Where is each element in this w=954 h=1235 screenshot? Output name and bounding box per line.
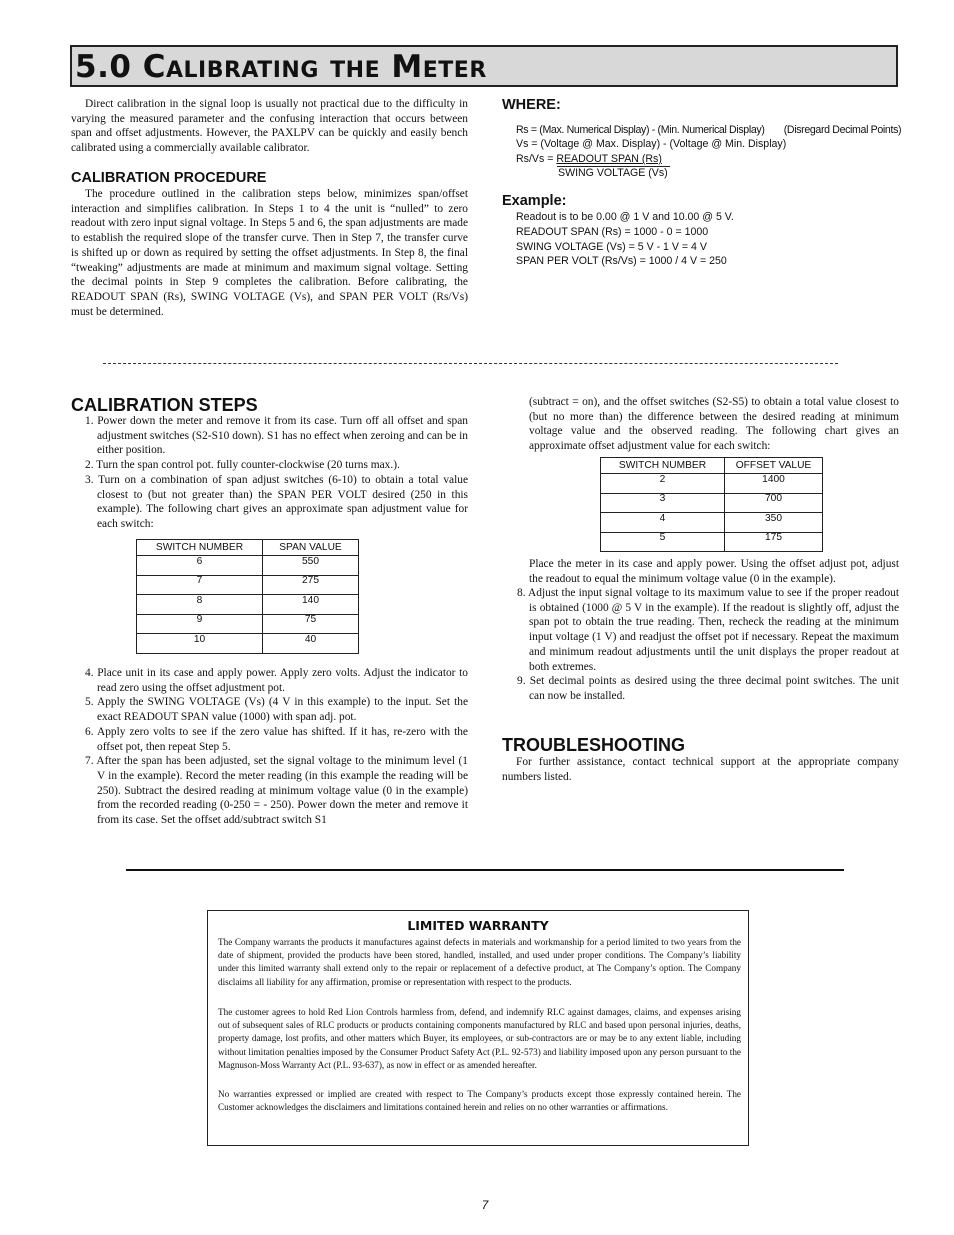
table-header: SWITCH NUMBER [601, 458, 725, 474]
table-cell: 3 [659, 493, 666, 505]
table-cell: 9 [196, 614, 203, 626]
table-header: OFFSET VALUE [725, 458, 823, 474]
step-item: 5. Apply the SWING VOLTAGE (Vs) (4 V in this example) to the input. Set the exact READOUT SPAN value (1000) with span adj. pot. [85, 696, 468, 724]
offset-value-table [600, 457, 823, 552]
troubleshooting-text: For further assistance, contact technical support at the appropriate company numbers listed. [502, 756, 899, 783]
where-heading: WHERE: [502, 97, 561, 113]
step-item: 9. Set decimal points as desired using the three decimal point switches. The unit can now be installed. [517, 675, 899, 702]
step-item: 4. Place unit in its case and apply power. Apply zero volts. Adjust the indicator to read zero using the offset adjustment pot. [85, 667, 468, 694]
table-header: SPAN VALUE [263, 540, 359, 556]
troubleshooting-heading: TROUBLESHOOTING [502, 735, 685, 755]
calibration-procedure-text: The procedure outlined in the calibration steps below, minimizes span/offset interaction and simplifies calibration. In Steps 1 to 4 the unit is “nulled” to zero readout with zero input signal voltage. In Steps 5 and 6, the span adjustments are made to establish the required slope of the transfer curve. Then in Step 7, the transfer curve is shifted up or down as required by setting the offset adjustments. In Step 8, the final “tweaking” adjustments are made at minimum and maximum signal voltage. Setting the decimal points in Step 9 completes the calibration. Before calibrating, the READOUT SPAN (Rs), SWING VOLTAGE (Vs), and SPAN PER VOLT (Rs/Vs) must be determined. [71, 188, 468, 318]
step-item: 2. Turn the span control pot. fully counter-clockwise (20 turns max.). [85, 459, 400, 472]
where-line-rs-formula: Rs = (Max. Numerical Display) - (Min. Numerical Display) [516, 124, 765, 136]
warranty-paragraph: The Company warrants the products it manufactures against defects in materials and workmanship for a period limited to two years from the date of shipment, provided the products have been stored, handled, installed, and used under proper conditions. The Company’s liability under this limited warranty shall extend only to the repair or replacement of a defective product, at The Company’s option. The Company disclaims all liability for any affirmation, promise or representation with respect to the products. [218, 937, 741, 987]
table-cell: 275 [302, 575, 319, 587]
table-row [601, 474, 823, 494]
page-title: 5.0 Calibrating the Meter [75, 49, 487, 85]
steps-list-8-9 [503, 586, 899, 704]
table-cell: 550 [302, 555, 319, 567]
limited-warranty-box [207, 910, 749, 1146]
step7-after: Place the meter in its case and apply power. Using the offset adjust pot, adjust the readout to equal the minimum voltage value (0 in the example). [529, 558, 899, 585]
step-item: 3. Turn on a combination of span adjust switches (6-10) to obtain a total value closest to (but not greater than) the SPAN PER VOLT desired (250 in this example). The following chart gives an approximate span adjustment value for each switch: [85, 473, 468, 530]
ratio-denominator: SWING VOLTAGE (Vs) [558, 167, 668, 179]
table-cell: 75 [304, 614, 317, 626]
step-item: 7. After the span has been adjusted, set the signal voltage to the minimum level (1 V in the example). Record the meter reading (in this example the reading will be 250). Subtract the desired reading at minimum voltage value (0 in the example) from the recorded reading (0-250 = - 250). Power down the meter and remove it from its case. Set the offset add/subtract switch S1 [85, 755, 468, 827]
warranty-title: LIMITED WARRANTY [407, 918, 549, 933]
where-line-rs-note: (Disregard Decimal Points) [783, 124, 902, 136]
step7-continued: (subtract = on), and the offset switches (S2-S5) to obtain a total value closest to (but no more than) the difference between the desired reading at minimum voltage value and the observed reading. The following chart gives an approximate offset adjustment value for each switch: [529, 396, 899, 453]
ratio-numerator: READOUT SPAN (Rs) [556, 153, 662, 165]
where-line-rs [516, 123, 901, 138]
dashed-divider [103, 363, 838, 364]
table-cell: 140 [302, 594, 319, 606]
table-cell: 700 [765, 493, 782, 505]
table-cell: 175 [765, 532, 782, 544]
table-cell: 1400 [762, 473, 785, 485]
table-cell: 350 [765, 512, 782, 524]
table-cell: 10 [193, 633, 206, 645]
table-cell: 2 [659, 473, 666, 485]
table-row [137, 575, 359, 595]
table-row [137, 595, 359, 615]
example-line: Readout is to be 0.00 @ 1 V and 10.00 @ 5 V. [516, 211, 734, 223]
step-item: 8. Adjust the input signal voltage to its maximum value to see if the proper readout is obtained (1000 @ 5 V in the example). If the readout is slightly off, adjust the span pot to obtain the true reading. Then, recheck the reading at the minimum input voltage (1 V) and readjust the offset pot if necessary. Repeat the maximum and minimum readout adjustments until the unit displays the proper readout at both extremes. [517, 587, 899, 673]
table-cell: 5 [659, 532, 666, 544]
table-row [137, 634, 359, 654]
intro-paragraph: Direct calibration in the signal loop is usually not practical due to the difficulty in varying the measured parameter and the confusing interaction that occurs between span and offset adjustments. However, the PAXLPV can be quickly and easily bench calibrated using a commercially available calibrator. [71, 98, 468, 155]
table-row [601, 532, 823, 552]
table-cell: 6 [196, 555, 203, 567]
horizontal-rule [126, 869, 844, 871]
example-line: READOUT SPAN (Rs) = 1000 - 0 = 1000 [516, 226, 709, 238]
steps-list-1-3 [71, 414, 468, 532]
where-line-vs: Vs = (Voltage @ Max. Display) - (Voltage @ Min. Display) [516, 138, 787, 150]
warranty-paragraph: No warranties expressed or implied are created with respect to The Company’s products except those expressly contained herein. The Customer acknowledges the disclaimers and limitations contained herein and relies on no other warranties or affirmations. [218, 1089, 741, 1113]
table-row [601, 493, 823, 513]
step-item: 6. Apply zero volts to see if the zero value has shifted. If it has, re-zero with the offset pot, then repeat Step 5. [85, 725, 468, 753]
where-line-ratio [516, 152, 662, 167]
example-heading: Example: [502, 193, 567, 209]
page-number: 7 [481, 1198, 489, 1212]
calibration-procedure-heading: CALIBRATION PROCEDURE [71, 170, 267, 186]
steps-list-4-7 [71, 666, 468, 828]
table-cell: 7 [196, 575, 203, 587]
table-row [601, 513, 823, 533]
table-cell: 40 [304, 633, 317, 645]
example-line: SWING VOLTAGE (Vs) = 5 V - 1 V = 4 V [516, 241, 707, 253]
table-row [137, 614, 359, 634]
step-item: 1. Power down the meter and remove it from its case. Turn off all offset and span adjustment switches (S2-S10 down). S1 has no effect when zeroing and can be in either position. [85, 415, 468, 457]
calibration-steps-heading: CALIBRATION STEPS [71, 395, 258, 415]
table-cell: 8 [196, 594, 203, 606]
table-header: SWITCH NUMBER [137, 540, 263, 556]
warranty-paragraph: The customer agrees to hold Red Lion Controls harmless from, defend, and indemnify RLC against damages, claims, and expenses arising out of subsequent sales of RLC products or products containing components manufactured by RLC and based upon personal injuries, deaths, property damage, lost profits, and other matters which Buyer, its employees, or sub-contractors are or may be to any extent liable, including without limitation penalties imposed by the Consumer Product Safety Act (P.L. 92-573) and liability imposed upon any person pursuant to the Magnuson-Moss Warranty Act (P.L. 93-637), as now in effect or as amended hereafter. [218, 1007, 741, 1070]
example-line: SPAN PER VOLT (Rs/Vs) = 1000 / 4 V = 250 [516, 255, 727, 267]
span-value-table [136, 539, 359, 654]
section-title-box [70, 45, 898, 87]
table-cell: 4 [659, 512, 666, 524]
ratio-prefix: Rs/Vs = [516, 153, 557, 165]
table-row [137, 556, 359, 576]
